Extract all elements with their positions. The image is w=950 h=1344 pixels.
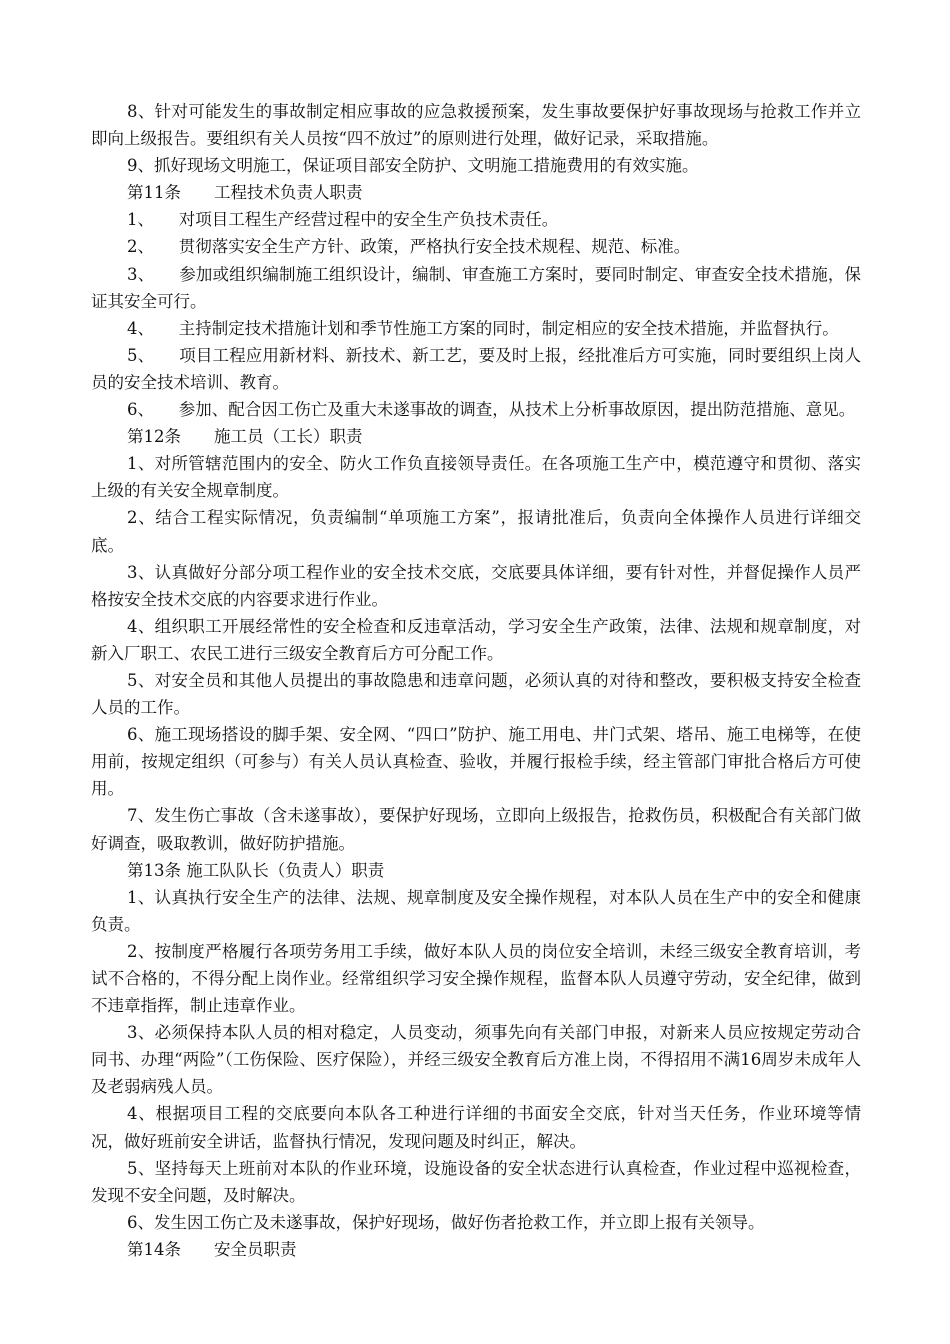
- paragraph: 2、结合工程实际情况，负责编制“单项施工方案”，报请批准后，负责向全体操作人员进行详细交底。: [91, 508, 861, 555]
- section-heading: 第11条 工程技术负责人职责: [127, 183, 363, 203]
- section-heading: 第13条 施工队队长（负责人）职责: [127, 860, 385, 880]
- paragraph: 4、根据项目工程的交底要向本队各工种进行详细的书面安全交底，针对当天任务，作业环境等情况，做好班前安全讲话，监督执行情况，发现问题及时纠正，解决。: [91, 1104, 861, 1151]
- section-heading: 第12条 施工员（工长）职责: [127, 427, 363, 447]
- paragraph: 6、施工现场搭设的脚手架、安全网、“四口”防护、施工用电、井门式架、塔吊、施工电梯等，在使用前，按规定组织（可参与）有关人员认真检查、验收，并履行报检手续，经主管部门审批合格后方可使用。: [91, 725, 861, 799]
- paragraph: 2、 贯彻落实安全生产方针、政策，严格执行安全技术规程、规范、标准。: [127, 237, 691, 257]
- paragraph: 7、发生伤亡事故（含未遂事故），要保护好现场，立即向上级报告，抢救伤员，积极配合有关部门做好调查，吸取教训，做好防护措施。: [91, 806, 861, 853]
- paragraph: 2、按制度严格履行各项劳务用工手续，做好本队人员的岗位安全培训，未经三级安全教育培训，考试不合格的，不得分配上岗作业。经常组织学习安全操作规程，监督本队人员遵守劳动，安全纪律，做到不违章指挥，制止违章作业。: [91, 941, 861, 1016]
- paragraph: 1、对所管辖范围内的安全、防火工作负直接领导责任。在各项施工生产中，模范遵守和贯彻、落实上级的有关安全规章制度。: [91, 454, 861, 501]
- section-heading: 第14条 安全员职责: [127, 1239, 297, 1259]
- paragraph: 6、 参加、配合因工伤亡及重大未遂事故的调查，从技术上分析事故原因，提出防范措施、意见。: [127, 400, 856, 420]
- paragraph: 5、坚持每天上班前对本队的作业环境，设施设备的安全状态进行认真检查，作业过程中巡视检查，发现不安全问题，及时解决。: [91, 1158, 861, 1205]
- paragraph: 1、认真执行安全生产的法律、法规、规章制度及安全操作规程，对本队人员在生产中的安全和健康负责。: [91, 887, 861, 934]
- document-body: [91, 98, 861, 1263]
- paragraph: 6、发生因工伤亡及未遂事故，保护好现场，做好伤者抢救工作，并立即上报有关领导。: [127, 1212, 765, 1232]
- paragraph: 3、 参加或组织编制施工组织设计，编制、审查施工方案时，要同时制定、审查安全技术措施，保证其安全可行。: [91, 264, 861, 311]
- paragraph: 9、抓好现场文明施工，保证项目部安全防护、文明施工措施费用的有效实施。: [127, 156, 699, 176]
- paragraph: 8、针对可能发生的事故制定相应事故的应急救援预案，发生事故要保护好事故现场与抢救工作并立即向上级报告。要组织有关人员按“四不放过”的原则进行处理，做好记录，采取措施。: [91, 102, 861, 149]
- paragraph: 5、 项目工程应用新材料、新技术、新工艺，要及时上报，经批准后方可实施，同时要组织上岗人员的安全技术培训、教育。: [91, 345, 861, 392]
- paragraph: 4、组织职工开展经常性的安全检查和反违章活动，学习安全生产政策，法律、法规和规章制度，对新入厂职工、农民工进行三级安全教育后方可分配工作。: [91, 616, 861, 663]
- paragraph: 5、对安全员和其他人员提出的事故隐患和违章问题，必须认真的对待和整改，要积极支持安全检查人员的工作。: [91, 670, 861, 718]
- paragraph: 3、必须保持本队人员的相对稳定，人员变动，须事先向有关部门申报，对新来人员应按规定劳动合同书、办理“两险”（工伤保险、医疗保险），并经三级安全教育后方准上岗，不得招用不满16周岁未成年人及老弱病残人员。: [91, 1023, 861, 1097]
- paragraph: 4、 主持制定技术措施计划和季节性施工方案的同时，制定相应的安全技术措施，并监督执行。: [127, 318, 839, 338]
- paragraph: 1、 对项目工程生产经营过程中的安全生产负技术责任。: [127, 210, 559, 230]
- paragraph: 3、认真做好分部分项工程作业的安全技术交底，交底要具体详细，要有针对性，并督促操作人员严格按安全技术交底的内容要求进行作业。: [91, 562, 861, 609]
